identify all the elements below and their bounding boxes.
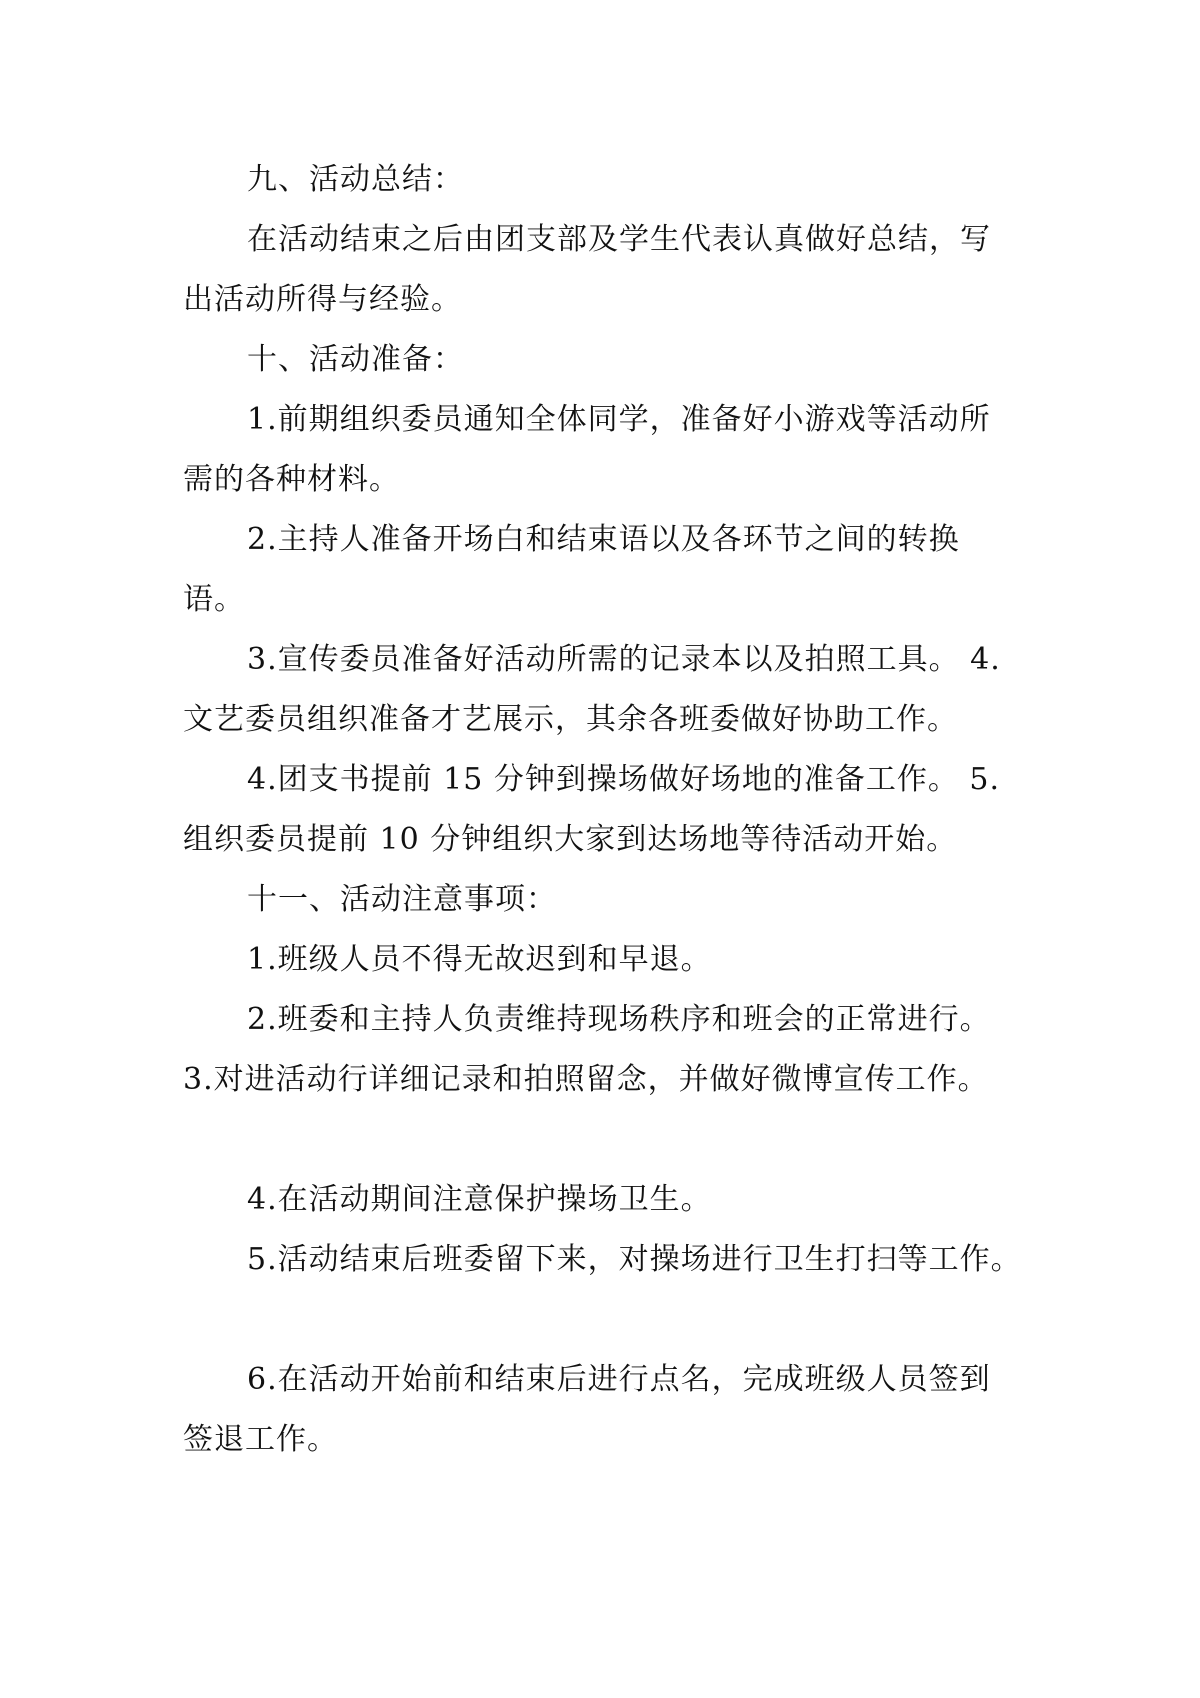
paragraph-line: 出活动所得与经验。 [183, 282, 462, 317]
section-heading-preparation: 十、活动准备： [247, 342, 464, 377]
list-item-line: 组织委员提前 10 分钟组织大家到达场地等待活动开始。 [183, 822, 958, 857]
list-item-line: 文艺委员组织准备才艺展示，其余各班委做好协助工作。 [183, 702, 958, 737]
list-item-line: 2.主持人准备开场白和结束语以及各环节之间的转换 [247, 522, 960, 557]
section-heading-notes: 十一、活动注意事项： [247, 882, 557, 917]
list-item-line: 签退工作。 [183, 1422, 338, 1457]
list-item-line: 6.在活动开始前和结束后进行点名，完成班级人员签到 [247, 1362, 991, 1397]
list-item-line: 3.对进活动行详细记录和拍照留念，并做好微博宣传工作。 [183, 1062, 989, 1097]
list-item-line: 1.班级人员不得无故迟到和早退。 [247, 942, 712, 977]
list-item-line: 4.在活动期间注意保护操场卫生。 [247, 1182, 712, 1217]
list-item-line: 4.团支书提前 15 分钟到操场做好场地的准备工作。 5. [247, 762, 1001, 797]
section-heading-summary: 九、活动总结： [247, 162, 464, 197]
list-item-line: 2.班委和主持人负责维持现场秩序和班会的正常进行。 [247, 1002, 991, 1037]
list-item-line: 3.宣传委员准备好活动所需的记录本以及拍照工具。 4. [247, 642, 1001, 677]
list-item-line: 语。 [183, 582, 245, 617]
list-item-line: 需的各种材料。 [183, 462, 400, 497]
list-item-line: 1.前期组织委员通知全体同学，准备好小游戏等活动所 [247, 402, 991, 437]
paragraph-line: 在活动结束之后由团支部及学生代表认真做好总结，写 [247, 222, 991, 257]
list-item-line: 5.活动结束后班委留下来，对操场进行卫生打扫等工作。 [247, 1242, 1022, 1277]
